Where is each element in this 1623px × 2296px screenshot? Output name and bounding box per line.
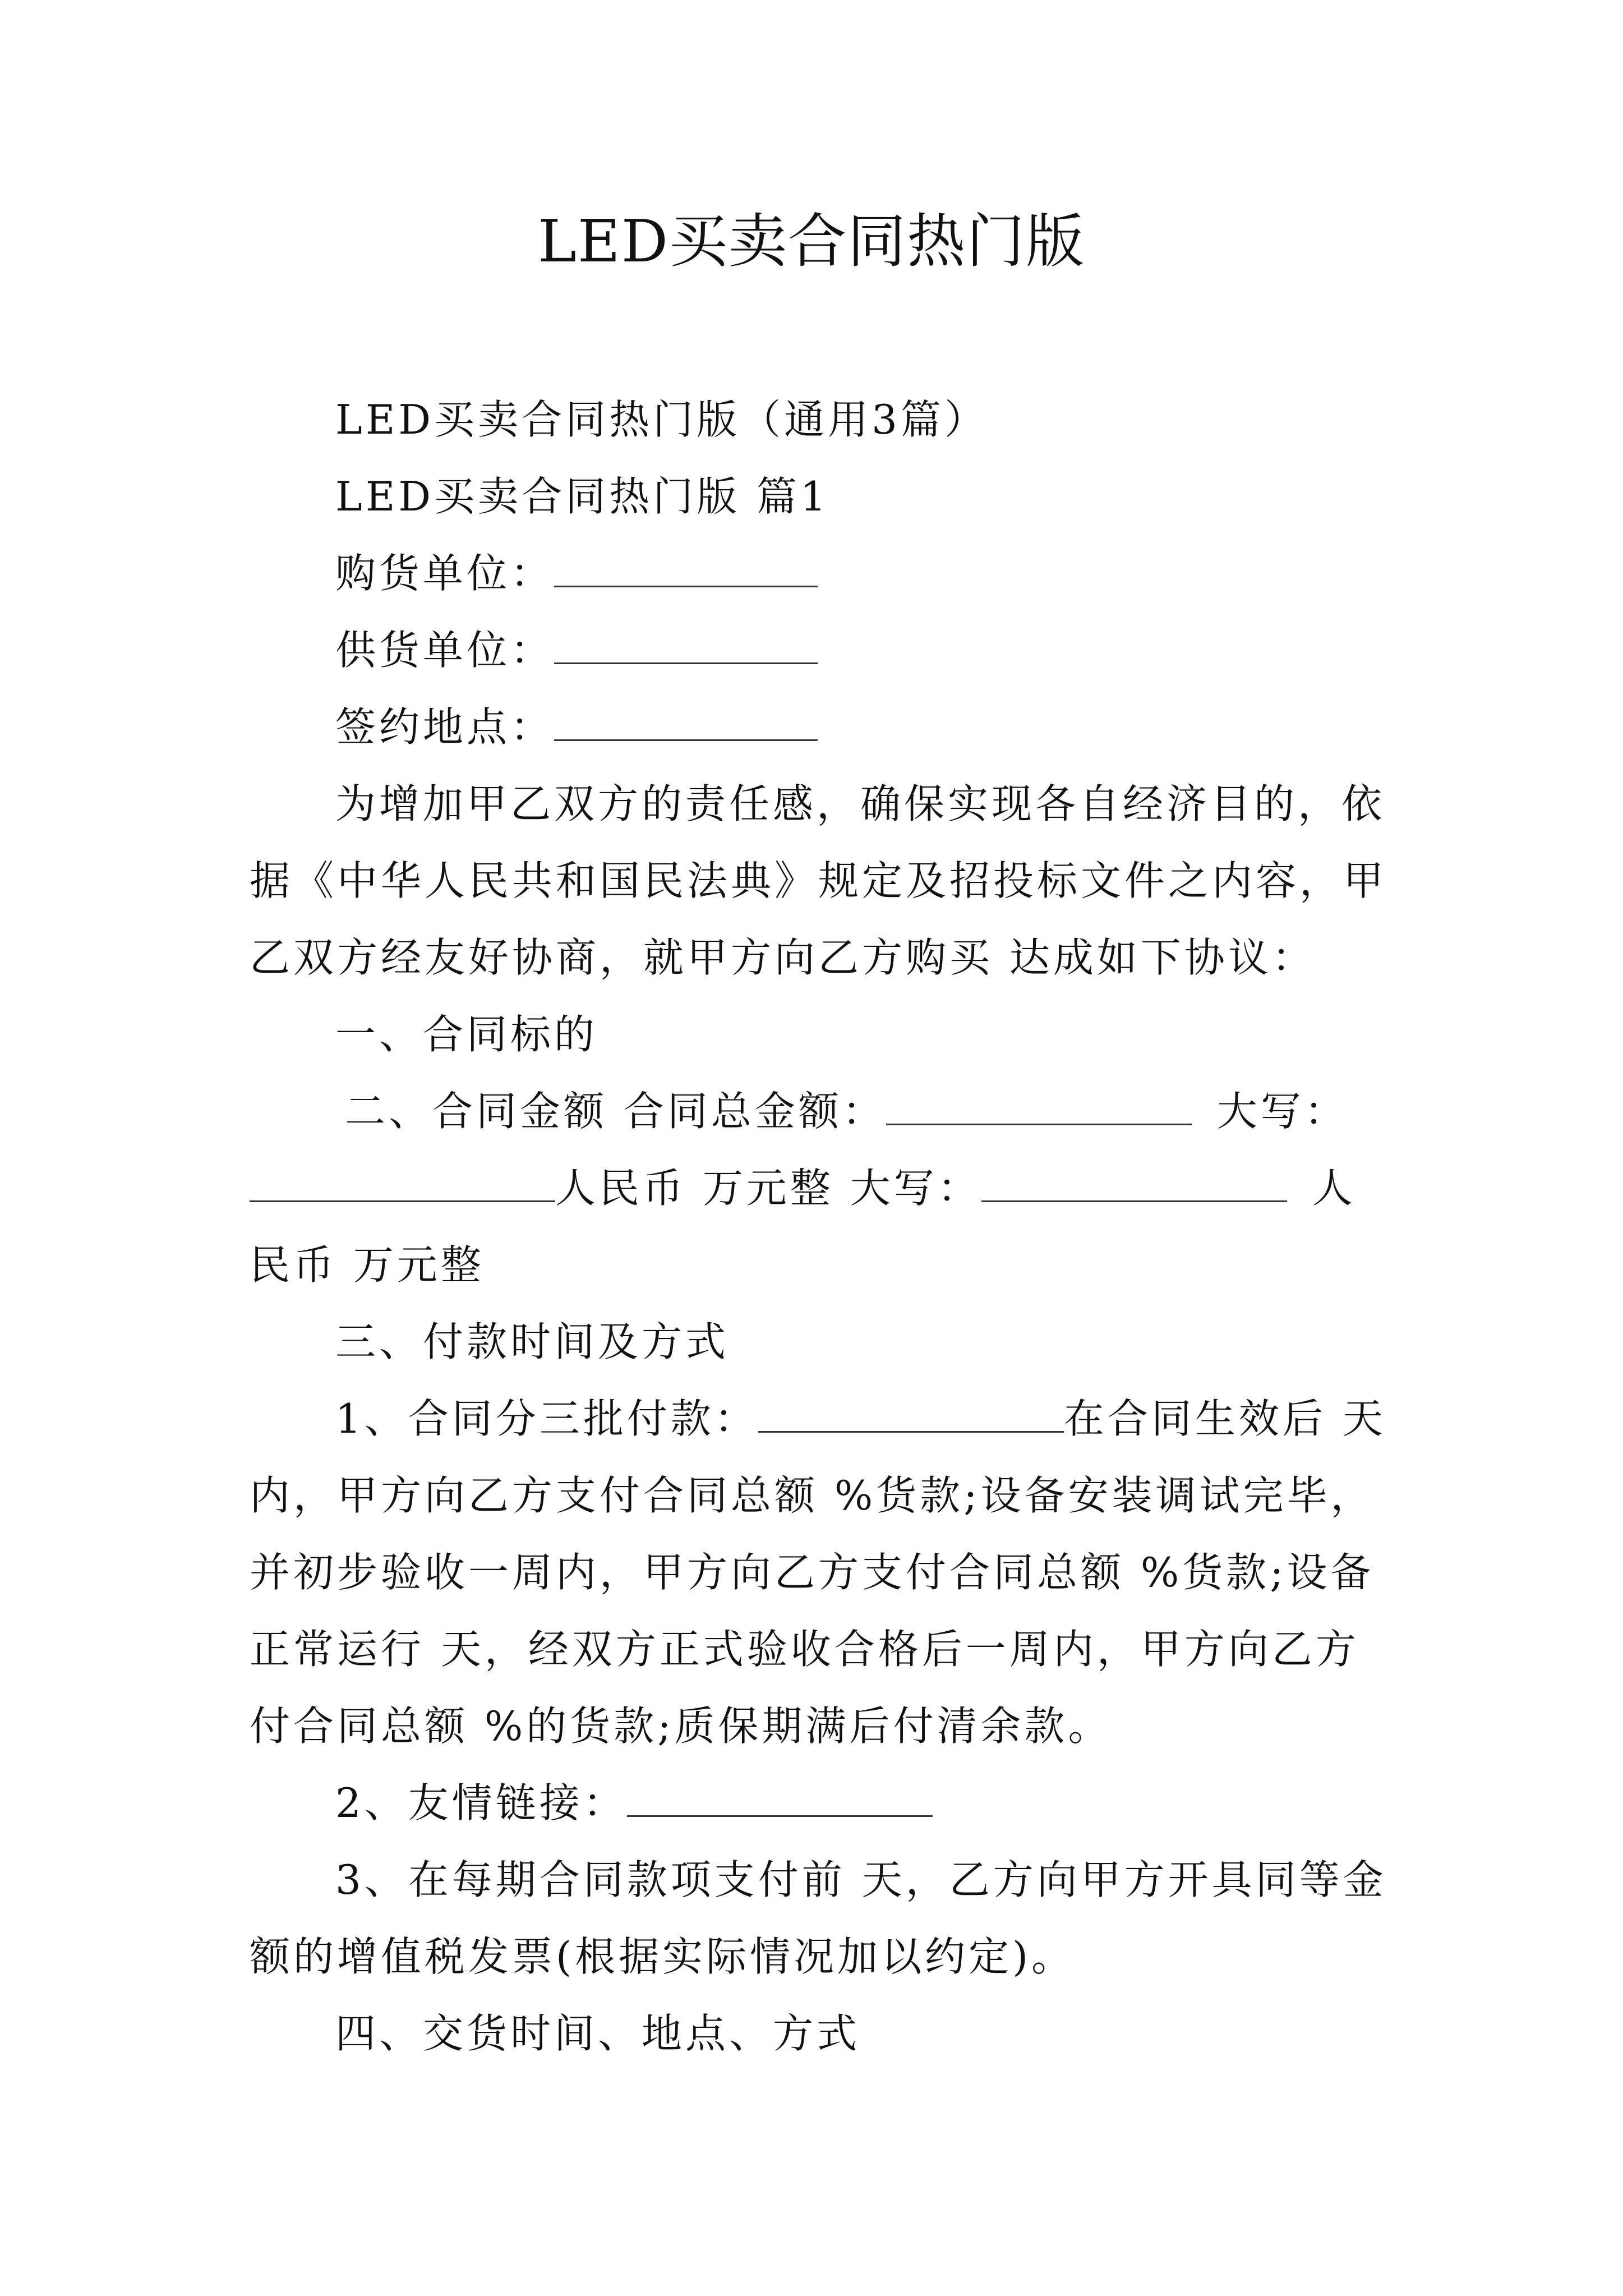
payment-line: 并初步验收一周内，甲方向乙方支付合同总额 %货款;设备	[250, 1549, 1375, 1596]
link-field	[335, 1770, 933, 1829]
supplier-label: 供货单位：	[335, 627, 555, 674]
uppercase-blank-2	[981, 1165, 1287, 1202]
section-1-heading: 一、合同标的	[335, 1011, 598, 1058]
amount-label: 二、合同金额 合同总金额：	[345, 1088, 886, 1135]
section-heading: LED买卖合同热门版 篇1	[335, 473, 829, 520]
payment-line: 正常运行 天，经双方正式验收合格后一周内，甲方向乙方	[250, 1626, 1359, 1673]
payment-line: 内，甲方向乙方支付合同总额 %货款;设备安装调试完毕，	[250, 1472, 1375, 1519]
buyer-field	[335, 541, 818, 599]
intro-line: 乙双方经友好协商，就甲方向乙方购买 达成如下协议：	[250, 934, 1316, 981]
rmb-label: 人民币 万元整 大写：	[555, 1165, 981, 1212]
payment-line: 付合同总额 %的货款;质保期满后付清余款。	[250, 1703, 1112, 1750]
payment-blank	[758, 1395, 1064, 1433]
invoice-line: 3、在每期合同款项支付前 天，乙方向甲方开具同等金	[335, 1856, 1387, 1903]
subtitle: LED买卖合同热门版（通用3篇）	[335, 396, 988, 443]
place-label: 签约地点：	[335, 703, 555, 751]
invoice-line: 额的增值税发票(根据实际情况加以约定)。	[250, 1933, 1076, 1980]
payment-line	[335, 1386, 1386, 1444]
buyer-blank	[554, 550, 818, 587]
amount-blank	[886, 1088, 1192, 1125]
payment-label: 1、合同分三批付款：	[335, 1395, 758, 1442]
amount-line: 民币 万元整	[250, 1241, 485, 1289]
buyer-label: 购货单位：	[335, 550, 555, 597]
intro-line: 为增加甲乙双方的责任感，确保实现各自经济目的，依	[335, 780, 1386, 827]
place-field	[335, 694, 818, 753]
document-title: LED买卖合同热门版	[537, 207, 1086, 275]
supplier-field	[335, 618, 818, 676]
uppercase-blank	[250, 1165, 555, 1202]
amount-line	[345, 1079, 1348, 1137]
payment-text: 在合同生效后 天	[1063, 1395, 1386, 1442]
supplier-blank	[554, 627, 818, 664]
section-4-heading: 四、交货时间、地点、方式	[335, 2010, 861, 2057]
link-label: 2、友情链接：	[335, 1779, 627, 1826]
amount-line	[250, 1156, 1356, 1214]
place-blank	[554, 703, 818, 741]
section-3-heading: 三、付款时间及方式	[335, 1318, 730, 1365]
uppercase-label: 大写：	[1216, 1088, 1348, 1135]
rmb-prefix: 人	[1312, 1165, 1356, 1212]
link-blank	[627, 1779, 933, 1817]
intro-line: 据《中华人民共和国民法典》规定及招投标文件之内容，甲	[250, 857, 1387, 904]
